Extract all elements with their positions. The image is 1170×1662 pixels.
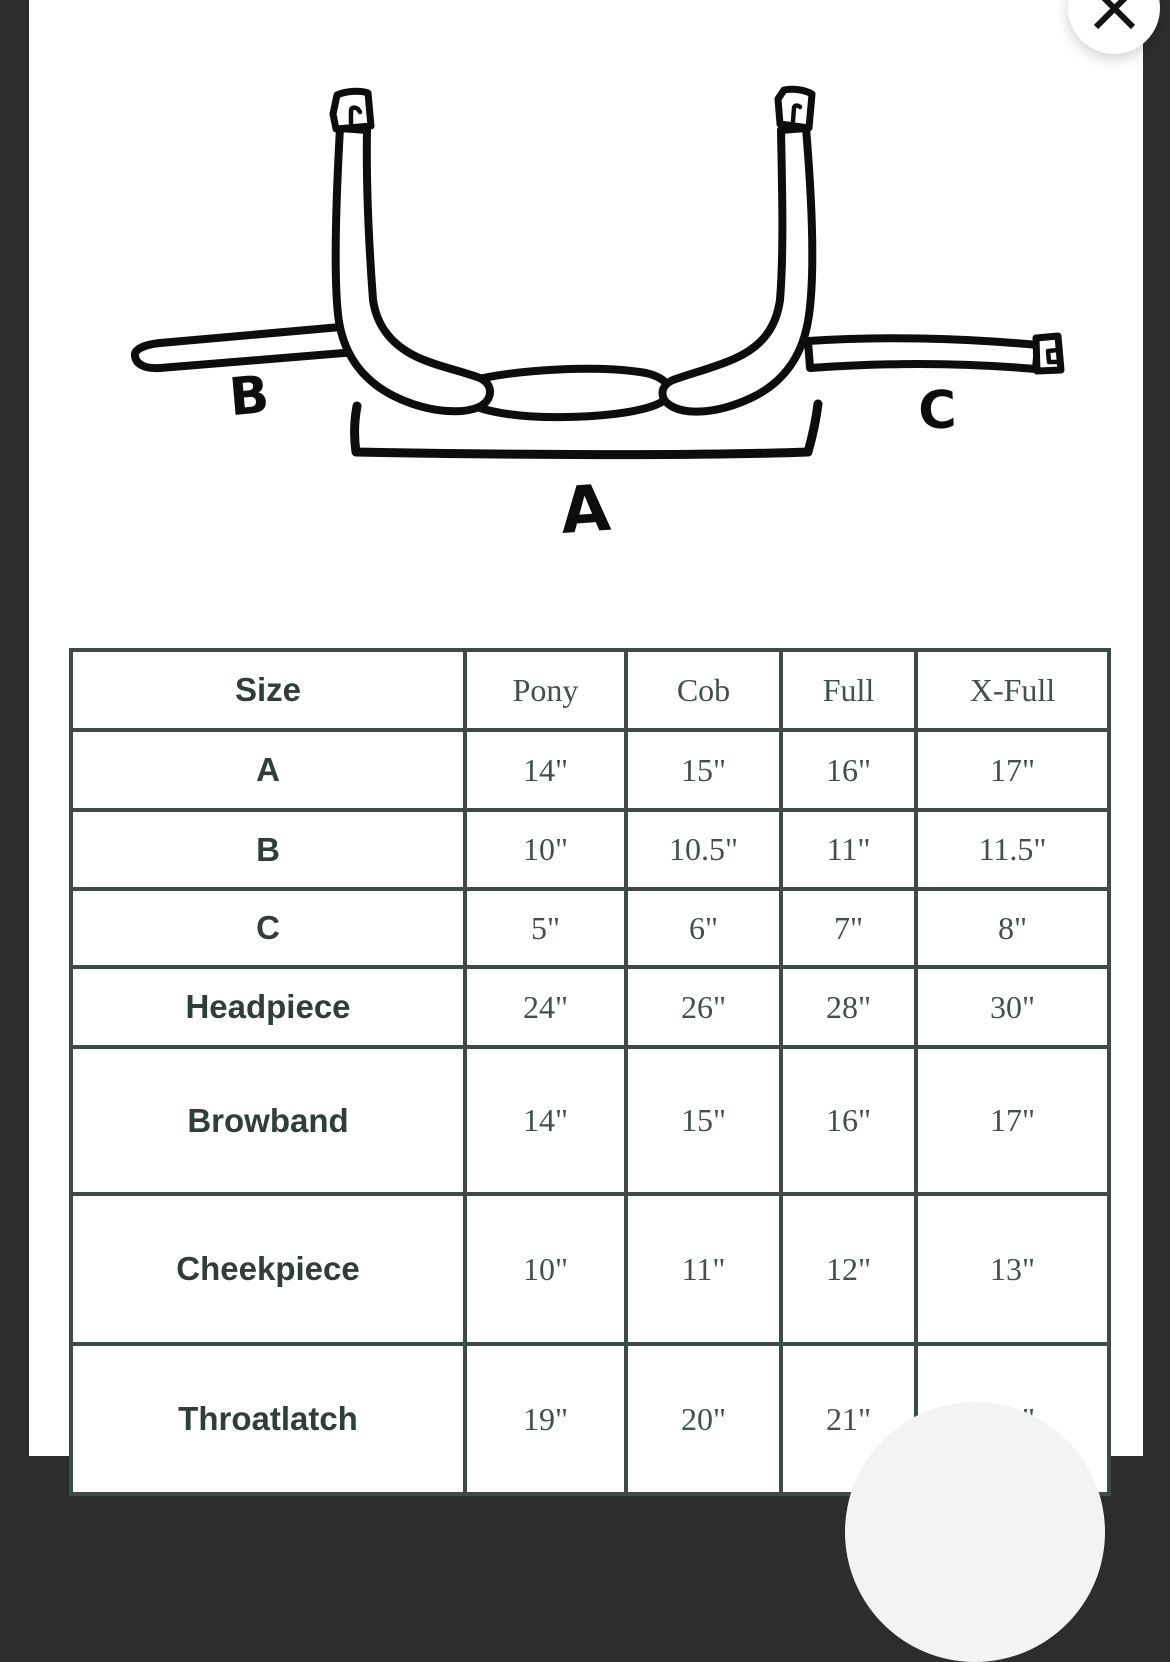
cell-value: 26" [626,967,781,1047]
cell-value: 21" [781,1344,916,1494]
cell-value: 7" [781,889,916,967]
cell-value: 12" [781,1194,916,1344]
right-cheek-strap [663,128,813,412]
row-label: Cheekpiece [71,1194,465,1344]
cell-value: 10.5" [626,810,781,889]
column-header-cob: Cob [626,650,781,730]
cell-value: 16" [781,1047,916,1194]
cell-value: 16" [781,730,916,810]
corner-shadow [845,1402,1105,1662]
table-row [71,1194,1109,1344]
diagram-label-b: B [226,364,272,429]
row-label: B [71,810,465,889]
row-label: A [71,730,465,810]
cell-value: 11" [781,810,916,889]
column-header-full: Full [781,650,916,730]
cell-value: 15" [626,730,781,810]
row-label: C [71,889,465,967]
row-label: Headpiece [71,967,465,1047]
cell-value: 13" [916,1194,1109,1344]
cell-value: 14" [465,1047,626,1194]
cell-value: 11" [626,1194,781,1344]
table-row [71,889,1109,967]
cell-value: 15" [626,1047,781,1194]
table-row [71,730,1109,810]
cell-value: 10" [465,810,626,889]
cell-value: 14" [465,730,626,810]
noseband-diagram [29,0,1143,600]
noseband-right-strap [808,338,1038,369]
table-row [71,967,1109,1047]
cell-value: 17" [916,730,1109,810]
table-row [71,1047,1109,1194]
cell-value: 5" [465,889,626,967]
cell-value: 10" [465,1194,626,1344]
diagram-label-a: A [558,471,613,549]
noseband-left-strap [135,326,356,368]
table-row [71,810,1109,889]
close-button[interactable] [1068,0,1160,54]
cell-value: 11.5" [916,810,1109,889]
close-icon [1068,0,1160,54]
row-label: Browband [71,1047,465,1194]
cell-value: 8" [916,889,1109,967]
table-header-row [71,650,1109,730]
left-cheek-strap [336,128,490,411]
column-header-pony: Pony [465,650,626,730]
cell-value: 20" [626,1344,781,1494]
cell-value: 28" [781,967,916,1047]
cell-value: 19" [465,1344,626,1494]
size-chart-table [69,648,1111,1496]
cell-value: 6" [626,889,781,967]
size-guide-modal [29,0,1143,1456]
diagram-label-c: C [917,380,958,442]
cell-value: 17" [916,1047,1109,1194]
cell-value: 30" [916,967,1109,1047]
cell-value: 24" [465,967,626,1047]
column-header-xfull: X-Full [916,650,1109,730]
row-label: Throatlatch [71,1344,465,1494]
column-header-size: Size [71,650,465,730]
